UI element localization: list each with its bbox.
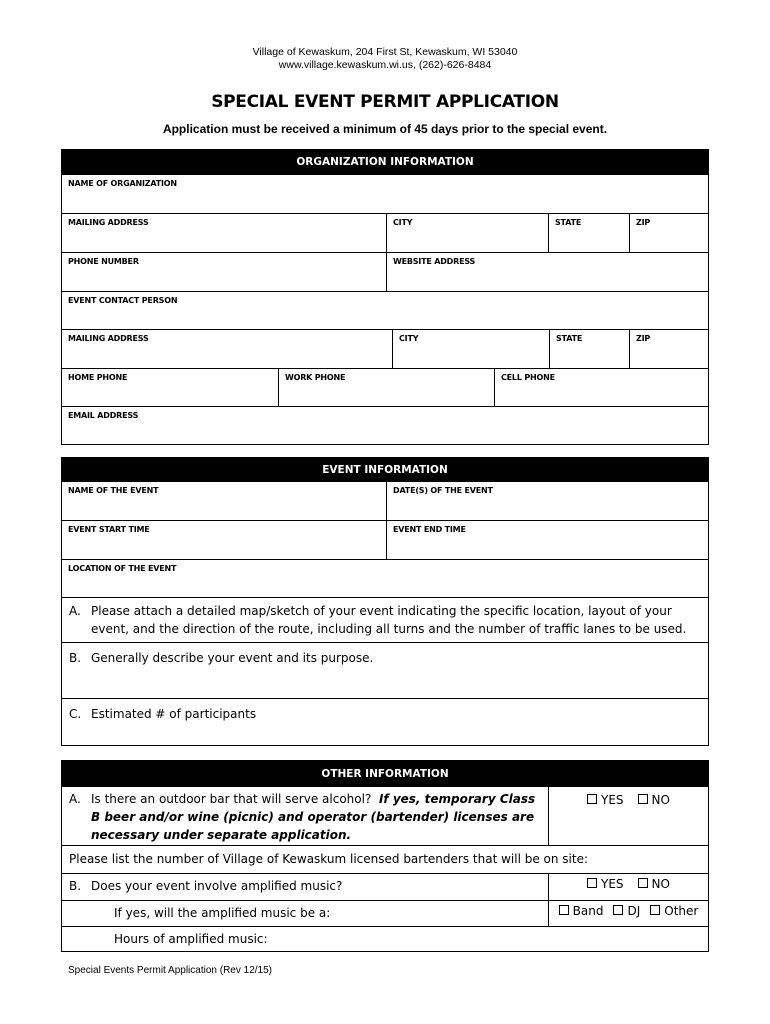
- contact-zip-field[interactable]: [629, 330, 708, 368]
- org-name-field[interactable]: [62, 175, 708, 213]
- footer: Special Events Permit Application (Rev 12/15): [68, 965, 272, 976]
- bartenders-row[interactable]: [62, 845, 708, 873]
- amplified-music-text: Does your event involve amplified music?: [91, 879, 343, 893]
- event-question-c-text-block: [62, 699, 708, 745]
- contact-mailing-address-field[interactable]: [62, 330, 392, 368]
- checkbox-icon[interactable]: [613, 905, 623, 915]
- contact-phones-row: [62, 368, 708, 406]
- event-question-a-num: A.: [69, 604, 81, 618]
- cell-phone-label: CELL PHONE: [501, 373, 555, 382]
- event-name-field[interactable]: [62, 482, 386, 520]
- band-option[interactable]: [559, 904, 604, 920]
- home-phone-label: HOME PHONE: [68, 373, 128, 382]
- amplified-type-question: If yes, will the amplified music be a:: [114, 906, 331, 920]
- email-address-field[interactable]: [62, 407, 708, 444]
- checkbox-icon[interactable]: [559, 905, 569, 915]
- work-phone-field[interactable]: [278, 369, 494, 406]
- event-end-time-label: EVENT END TIME: [393, 525, 466, 534]
- event-question-a: [62, 597, 708, 642]
- event-name-row: [62, 482, 708, 520]
- no-label: NO: [651, 877, 670, 891]
- org-address-row: [62, 213, 708, 252]
- event-location-label: LOCATION OF THE EVENT: [68, 564, 177, 573]
- contact-state-field[interactable]: [549, 330, 629, 368]
- contact-city-field[interactable]: [392, 330, 549, 368]
- outdoor-bar-yes-option[interactable]: [587, 793, 624, 807]
- event-name-label: NAME OF THE EVENT: [68, 486, 159, 495]
- event-section: [61, 457, 709, 746]
- contact-mailing-address-label: MAILING ADDRESS: [68, 334, 149, 343]
- event-contact-person-field[interactable]: [62, 292, 708, 329]
- outdoor-bar-text: Is there an outdoor bar that will serve alcohol?: [91, 792, 372, 806]
- website-address-label: WEBSITE ADDRESS: [393, 257, 476, 266]
- org-name-label: NAME OF ORGANIZATION: [68, 179, 177, 188]
- org-mailing-address-label: MAILING ADDRESS: [68, 218, 149, 227]
- checkbox-icon[interactable]: [587, 794, 597, 804]
- hours-text: Hours of amplified music:: [114, 932, 268, 946]
- event-heading: EVENT INFORMATION: [62, 458, 708, 482]
- org-state-field[interactable]: [548, 214, 629, 252]
- header-address: Village of Kewaskum, 204 First St, Kewaskum, WI 53040: [252, 46, 518, 58]
- org-mailing-address-field[interactable]: [62, 214, 386, 252]
- outdoor-bar-question: [62, 787, 548, 845]
- amplified-type-row: [62, 900, 708, 926]
- organization-section: [61, 149, 709, 445]
- org-phone-row: [62, 252, 708, 291]
- website-address-field[interactable]: [386, 253, 708, 291]
- org-city-label: CITY: [393, 218, 413, 227]
- org-zip-field[interactable]: [629, 214, 708, 252]
- org-city-field[interactable]: [386, 214, 548, 252]
- bartenders-text: Please list the number of Village of Kewaskum licensed bartenders that will be on site:: [69, 852, 589, 866]
- outdoor-bar-note: If yes, temporary Class B beer and/or wine (picnic) and operator (bartender) licenses are necessary under separate application.: [91, 792, 536, 842]
- other-section: [61, 760, 709, 952]
- email-row: [62, 406, 708, 444]
- yes-label: YES: [601, 793, 624, 807]
- no-label: NO: [651, 793, 670, 807]
- event-location-field[interactable]: [62, 560, 708, 597]
- contact-city-label: CITY: [399, 334, 419, 343]
- work-phone-label: WORK PHONE: [285, 373, 346, 382]
- amplified-music-yes-option[interactable]: [587, 877, 624, 894]
- outdoor-bar-num: A.: [69, 792, 81, 806]
- band-label: Band: [572, 904, 604, 918]
- amplified-music-options: [548, 874, 708, 900]
- event-location-row: [62, 559, 708, 597]
- checkbox-icon[interactable]: [587, 878, 597, 888]
- dj-label: DJ: [627, 904, 641, 918]
- event-question-b[interactable]: [62, 642, 708, 698]
- event-question-c-num: C.: [69, 707, 82, 721]
- page-subtitle: Application must be received a minimum of 45 days prior to the special event.: [162, 122, 608, 136]
- event-question-c[interactable]: [62, 698, 708, 745]
- org-name-row: [62, 174, 708, 213]
- cell-phone-field[interactable]: [494, 369, 708, 406]
- other-heading: OTHER INFORMATION: [62, 761, 708, 787]
- header-contact: www.village.kewaskum.wi.us, (262)-626-8484: [278, 59, 492, 71]
- event-question-b-num: B.: [69, 651, 82, 665]
- phone-number-label: PHONE NUMBER: [68, 257, 139, 266]
- contact-zip-label: ZIP: [636, 334, 651, 343]
- event-contact-person-label: EVENT CONTACT PERSON: [68, 296, 178, 305]
- amplified-type-options: [548, 901, 708, 926]
- event-dates-label: DATE(S) OF THE EVENT: [393, 486, 493, 495]
- outdoor-bar-options: [548, 787, 708, 845]
- dj-option[interactable]: [613, 904, 640, 920]
- outdoor-bar-row: [62, 787, 708, 845]
- event-question-a-text: Please attach a detailed map/sketch of your event indicating the specific location, layout of your event, and the direction of the route, including all turns and the number of traffic lanes to be used.: [91, 604, 687, 636]
- hours-row[interactable]: [62, 926, 708, 951]
- event-start-time-field[interactable]: [62, 521, 386, 559]
- home-phone-field[interactable]: [62, 369, 278, 406]
- outdoor-bar-no-option[interactable]: [638, 793, 670, 807]
- event-question-a-text-block: [62, 598, 708, 642]
- event-dates-field[interactable]: [386, 482, 708, 520]
- checkbox-icon[interactable]: [638, 878, 648, 888]
- other-label: Other: [664, 904, 699, 918]
- contact-address-row: [62, 329, 708, 368]
- amplified-music-question: [62, 874, 548, 900]
- event-times-row: [62, 520, 708, 559]
- contact-person-row: [62, 291, 708, 329]
- event-question-c-text: Estimated # of participants: [91, 707, 257, 721]
- org-state-label: STATE: [555, 218, 582, 227]
- email-address-label: EMAIL ADDRESS: [68, 411, 139, 420]
- org-zip-label: ZIP: [636, 218, 651, 227]
- amplified-music-no-option[interactable]: [638, 877, 670, 894]
- checkbox-icon[interactable]: [638, 794, 648, 804]
- event-question-b-text: Generally describe your event and its purpose.: [91, 651, 374, 665]
- amplified-music-num: B.: [69, 879, 82, 893]
- phone-number-field[interactable]: [62, 253, 386, 291]
- page-title: SPECIAL EVENT PERMIT APPLICATION: [211, 92, 559, 112]
- yes-label: YES: [601, 877, 624, 891]
- checkbox-icon[interactable]: [650, 905, 660, 915]
- amplified-music-row: [62, 873, 708, 900]
- event-question-b-text-block: [62, 643, 708, 698]
- organization-heading: ORGANIZATION INFORMATION: [62, 150, 708, 174]
- other-option[interactable]: [650, 904, 698, 920]
- contact-state-label: STATE: [556, 334, 583, 343]
- event-end-time-field[interactable]: [386, 521, 708, 559]
- event-start-time-label: EVENT START TIME: [68, 525, 150, 534]
